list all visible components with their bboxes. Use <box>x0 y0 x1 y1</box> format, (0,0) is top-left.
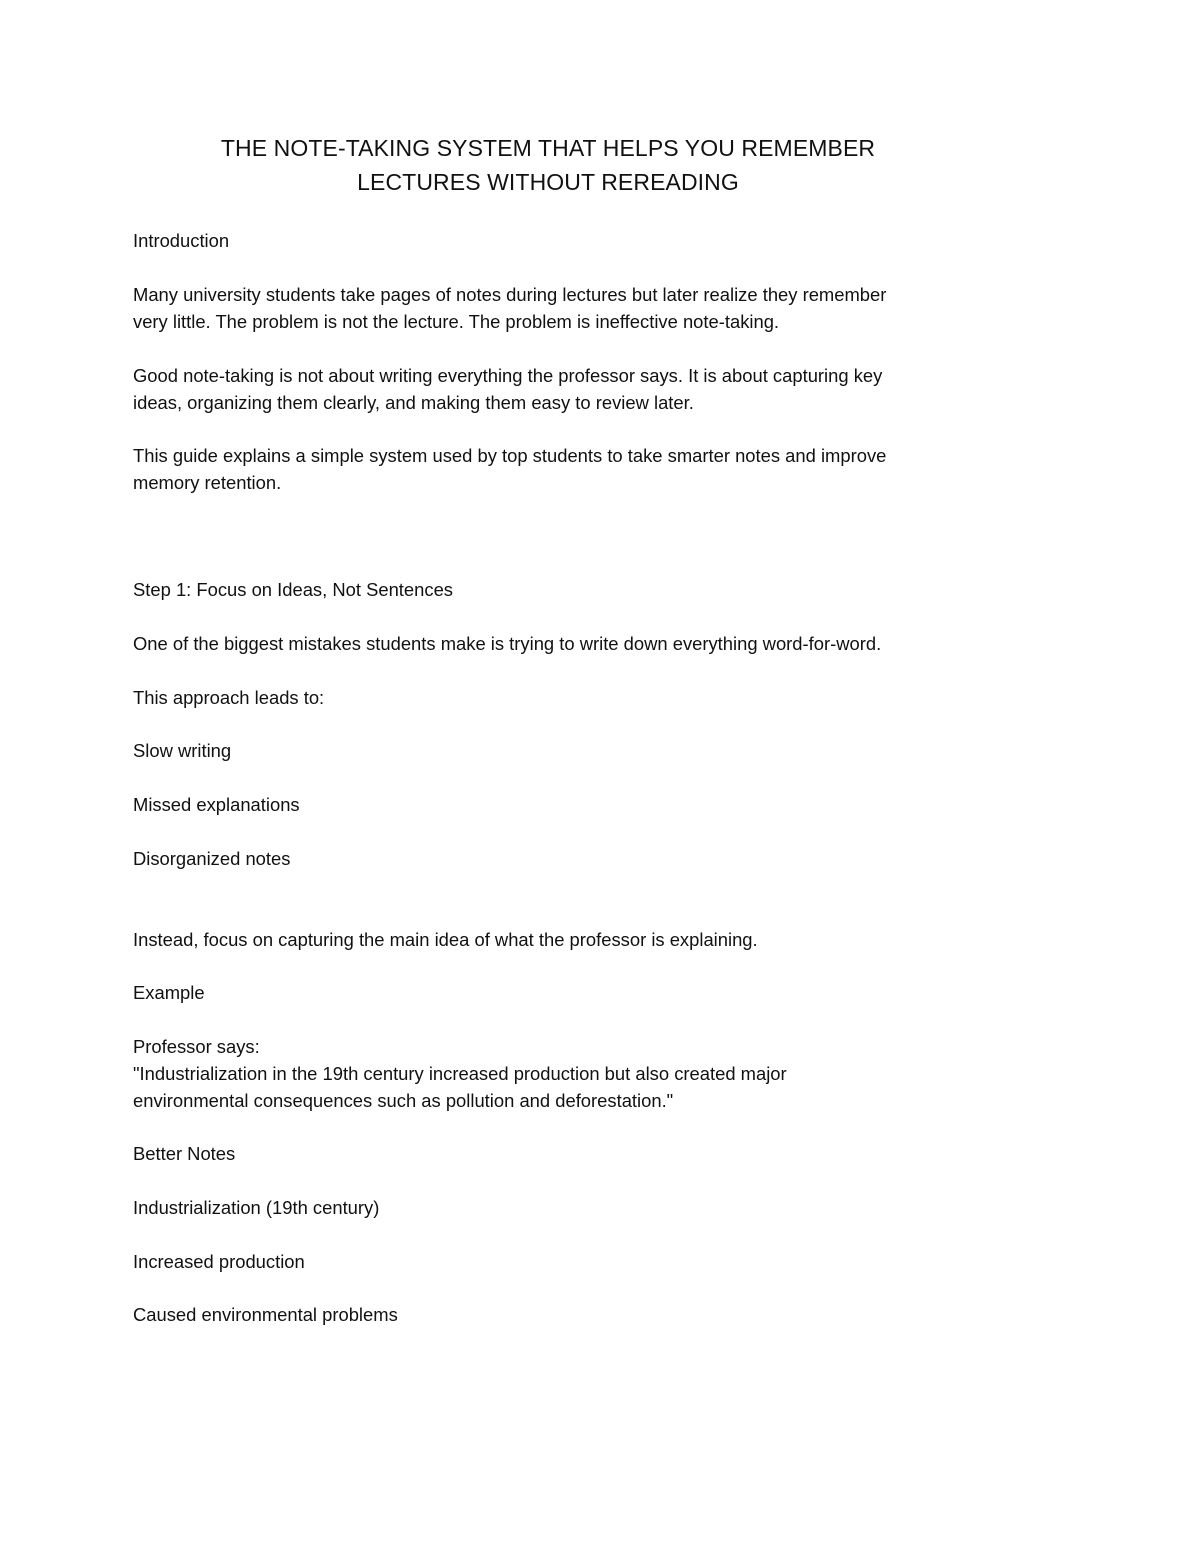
list-item: Increased production <box>133 1251 305 1272</box>
paragraph-line: Instead, focus on capturing the main idea of what the professor is explaining. <box>133 929 758 950</box>
list-item: Disorganized notes <box>133 848 291 869</box>
list-item: Caused environmental problems <box>133 1304 398 1325</box>
section-heading-step-1: Step 1: Focus on Ideas, Not Sentences <box>133 579 453 600</box>
page-title <box>133 131 963 199</box>
list-item: Missed explanations <box>133 794 300 815</box>
section-heading-introduction: Introduction <box>133 230 230 251</box>
example-heading: Example <box>133 982 205 1003</box>
title-line-2: LECTURES WITHOUT REREADING <box>357 169 739 195</box>
paragraph-line: This approach leads to: <box>133 687 325 708</box>
paragraph-line: very little. The problem is not the lecture. The problem is ineffective note-taking. <box>133 311 780 332</box>
title-line-1: THE NOTE-TAKING SYSTEM THAT HELPS YOU REMEMBER <box>220 135 876 161</box>
paragraph-line: memory retention. <box>133 472 282 493</box>
quote-line: "Industrialization in the 19th century increased production but also created major <box>133 1063 787 1084</box>
better-notes-heading: Better Notes <box>133 1143 236 1164</box>
paragraph-line: Many university students take pages of notes during lectures but later realize they remember <box>133 284 887 305</box>
list-item: Slow writing <box>133 740 232 761</box>
paragraph-line: One of the biggest mistakes students make is trying to write down everything word-for-word. <box>133 633 882 654</box>
paragraph-line: This guide explains a simple system used by top students to take smarter notes and improve <box>133 445 887 466</box>
paragraph-line: Good note-taking is not about writing everything the professor says. It is about capturing key <box>133 365 883 386</box>
paragraph-line: Professor says: <box>133 1036 260 1057</box>
list-item: Industrialization (19th century) <box>133 1197 380 1218</box>
quote-line: environmental consequences such as pollution and deforestation." <box>133 1090 674 1111</box>
paragraph-line: ideas, organizing them clearly, and making them easy to review later. <box>133 392 694 413</box>
